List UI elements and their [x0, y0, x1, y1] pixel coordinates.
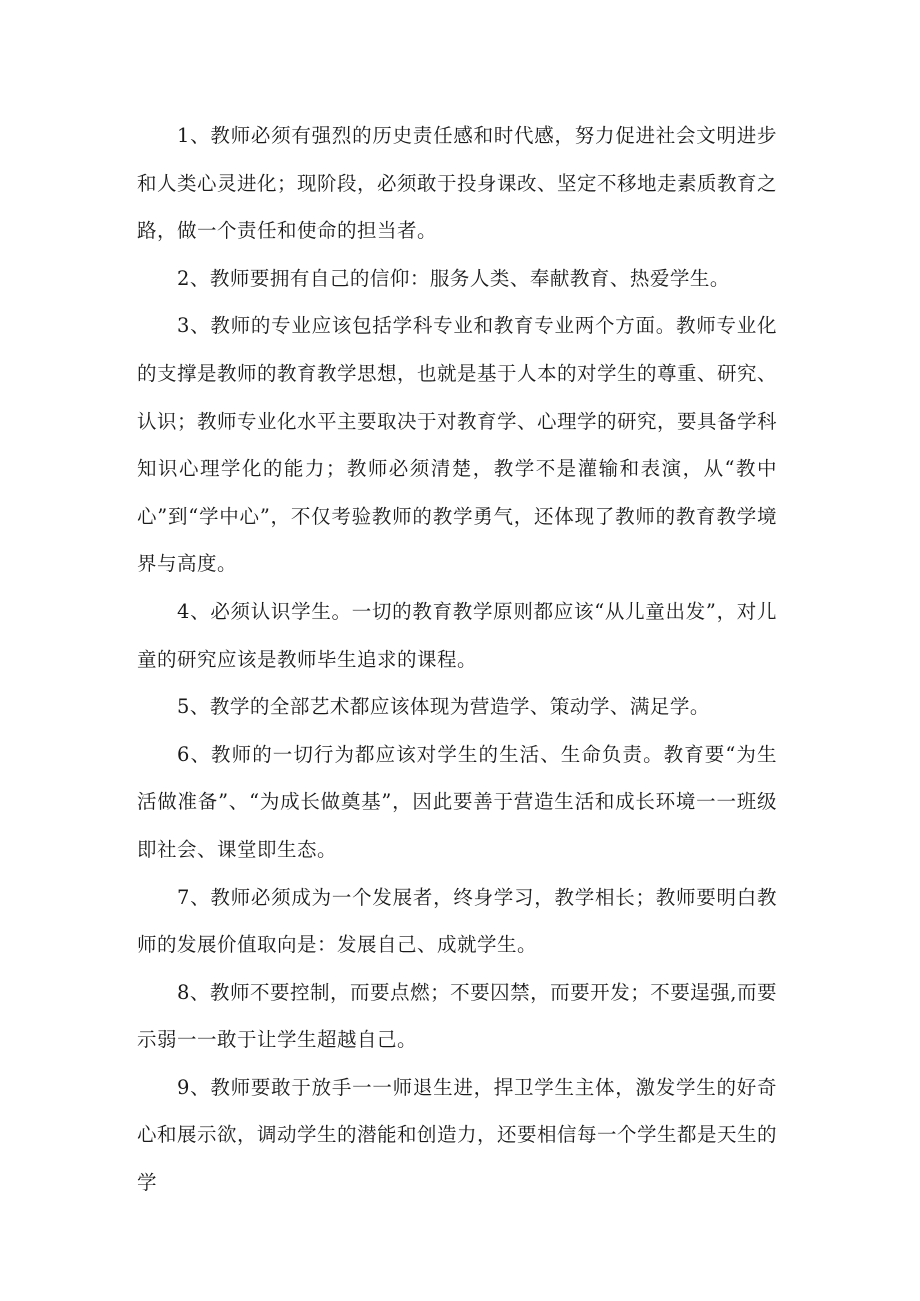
paragraph-8: 8、教师不要控制，而要点燃；不要囚禁，而要开发；不要逞强,而要示弱一一敢于让学生超越自己。 — [137, 980, 777, 1052]
paragraph-1: 1、教师必须有强烈的历史责任感和时代感，努力促进社会文明进步和人类心灵进化；现阶段，必须敢于投身课改、坚定不移地走素质教育之路，做一个责任和使命的担当者。 — [137, 124, 778, 243]
paragraph-5: 5、教学的全部艺术都应该体现为营造学、策动学、满足学。 — [177, 695, 710, 719]
paragraph-7: 7、教师必须成为一个发展者，终身学习，教学相长；教师要明白教师的发展价值取向是：发展自己、成就学生。 — [137, 885, 777, 957]
paragraph-9: 9、教师要敢于放手一一师退生进，捍卫学生主体，激发学生的好奇心和展示欲，调动学生的潜能和创造力，还要相信每一个学生都是天生的学 — [137, 1075, 778, 1195]
paragraph-3: 3、教师的专业应该包括学科专业和教育专业两个方面。教师专业化的支撑是教师的教育教学思想，也就是基于人本的对学生的尊重、研究、认识；教师专业化水平主要取决于对教育学、心理学的研究，要具备学科知识心理学化的能力；教师必须清楚，教学不是灌输和表演，从“教中心”到“学中心”，不仅考验教师的教学勇气，还体现了教师的教育教学境界与高度。 — [137, 314, 778, 576]
paragraph-4: 4、必须认识学生。一切的教育教学原则都应该“从儿童出发”，对儿童的研究应该是教师毕生追求的课程。 — [137, 599, 777, 671]
paragraph-2: 2、教师要拥有自己的信仰：服务人类、奉献教育、热爱学生。 — [177, 266, 730, 290]
document-body — [137, 112, 777, 1207]
paragraph-6: 6、教师的一切行为都应该对学生的生活、生命负责。教育要“为生活做准备”、“为成长做奠基”，因此要善于营造生活和成长环境一一班级即社会、课堂即生态。 — [137, 742, 777, 861]
